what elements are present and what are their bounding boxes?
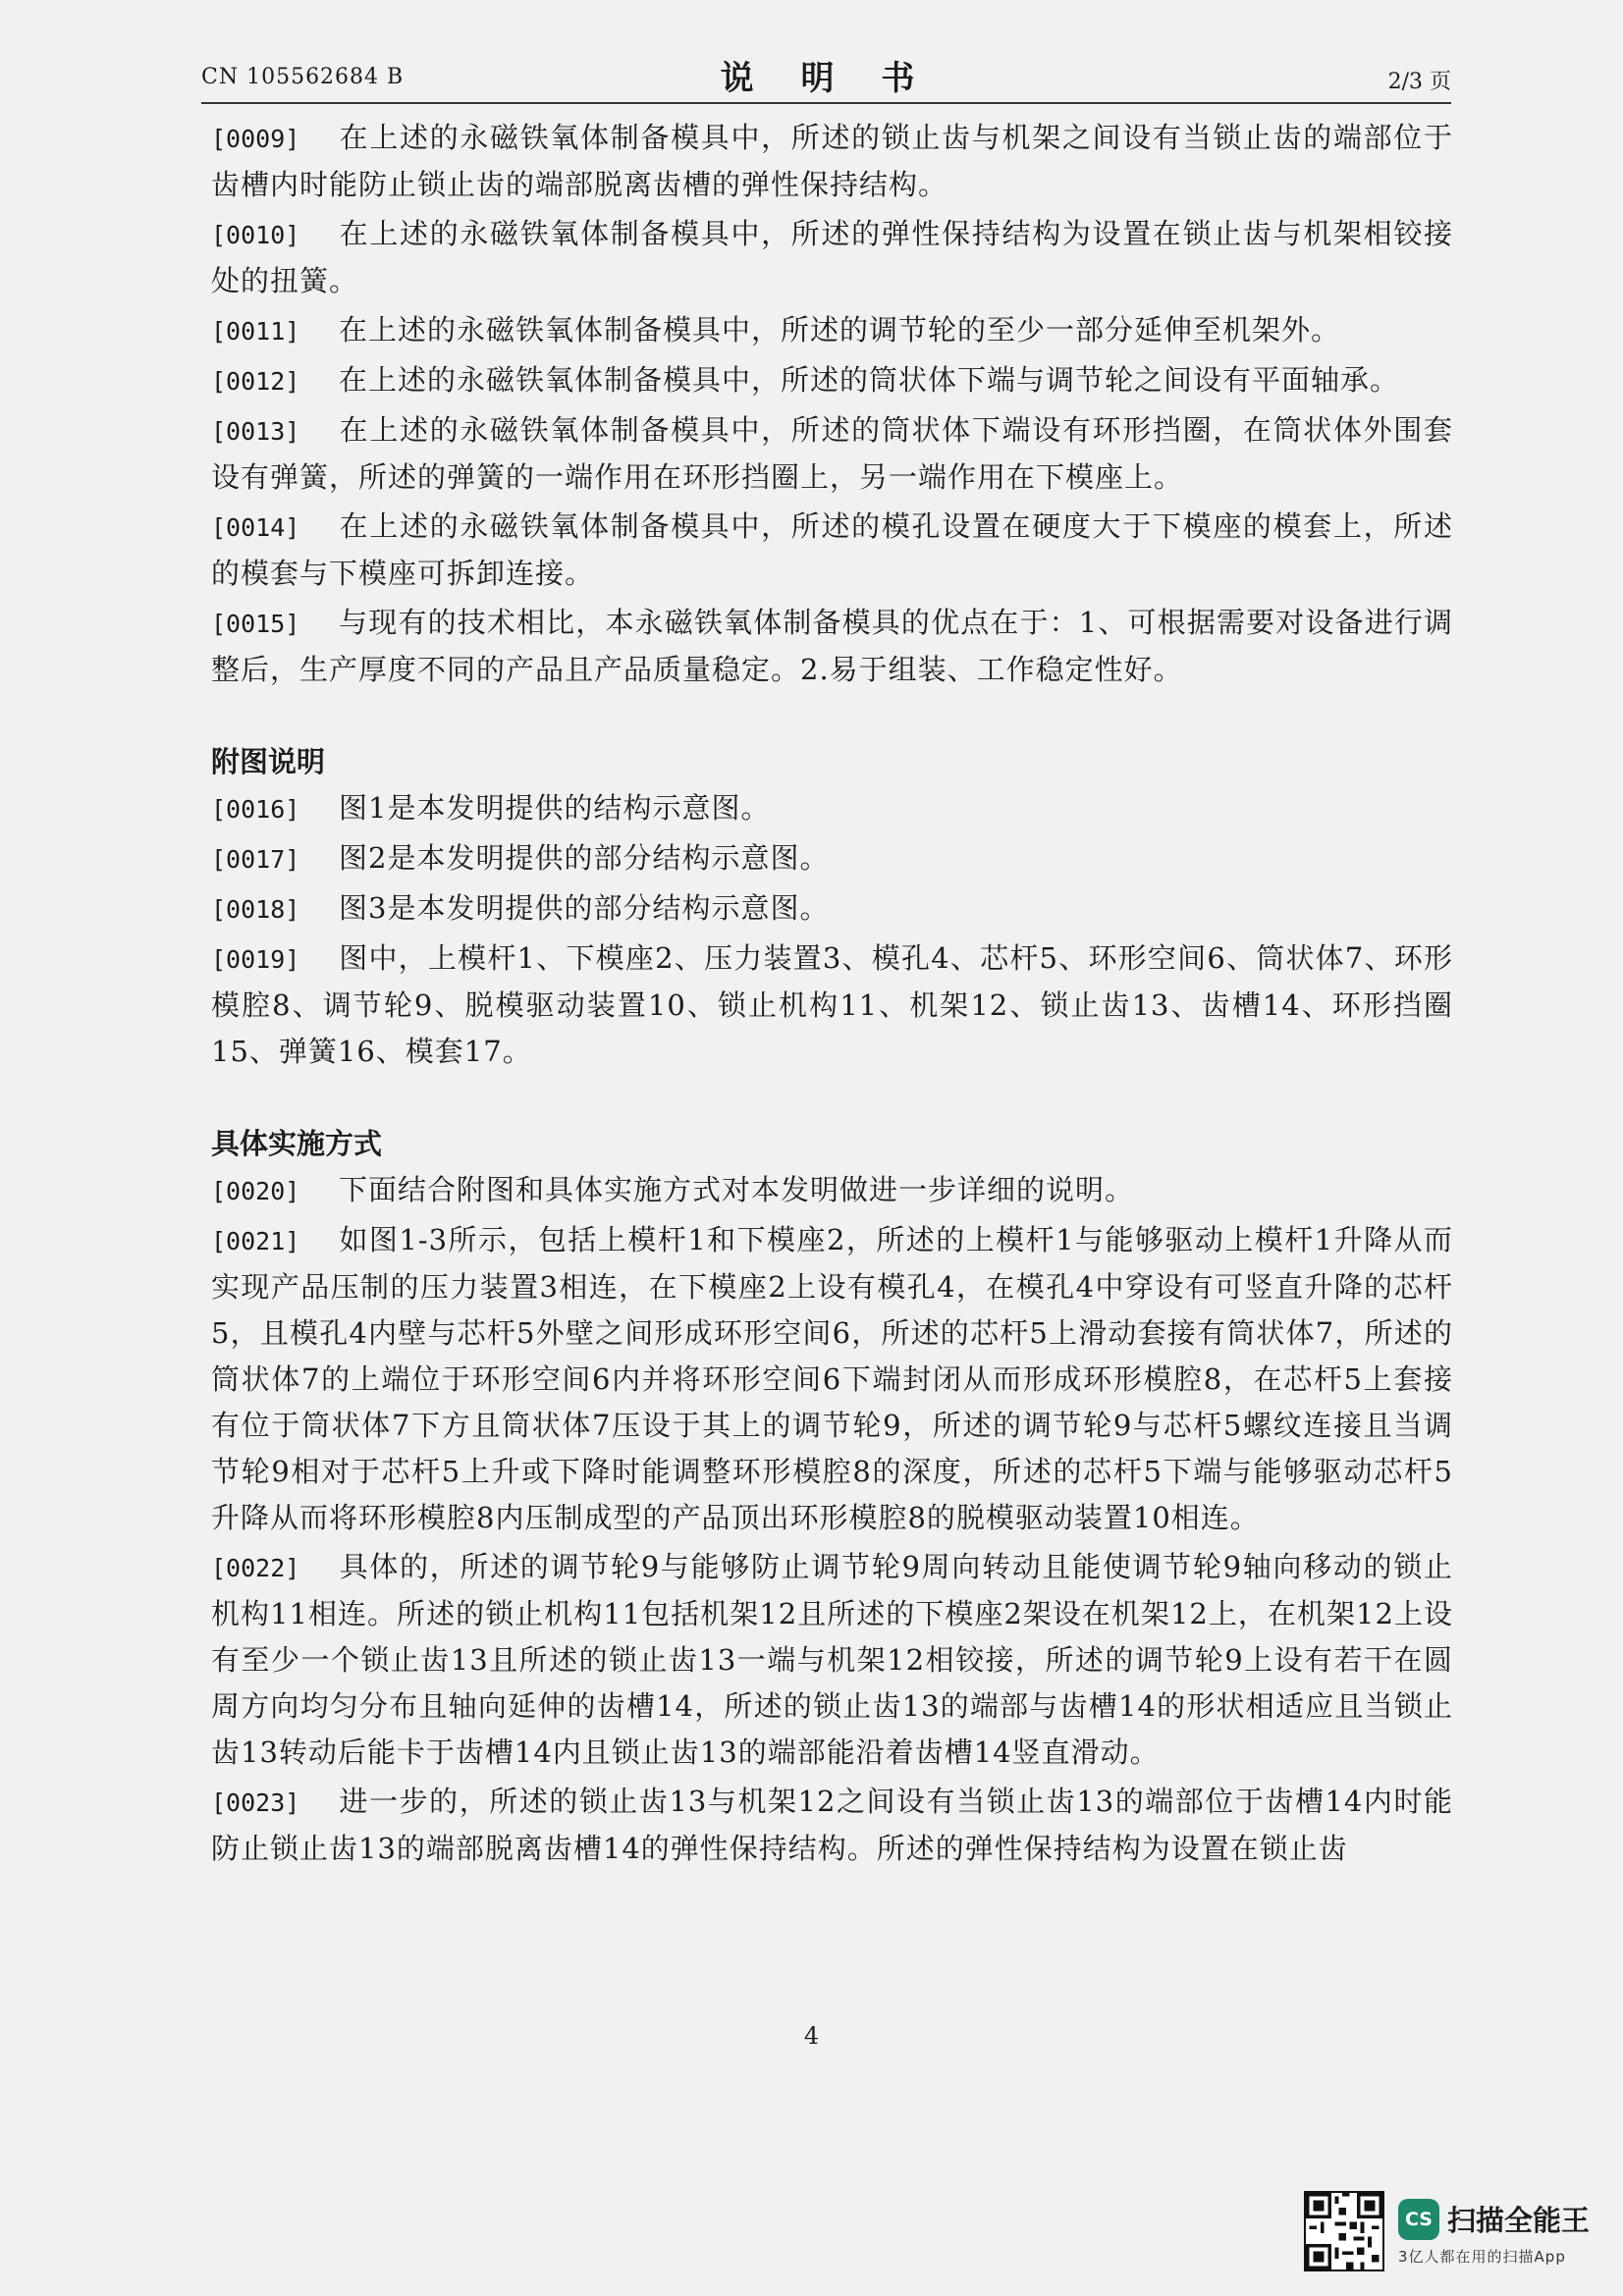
watermark-tagline: 3亿人都在用的扫描App	[1398, 2248, 1566, 2266]
paragraph	[211, 407, 1453, 501]
paragraph-text: 与现有的技术相比，本永磁铁氧体制备模具的优点在于：1、可根据需要对设备进行调整后，生产厚度不同的产品且产品质量稳定。2.易于组装、工作稳定性好。	[211, 606, 1453, 686]
section-spacer	[211, 1078, 1453, 1121]
paragraph	[211, 1167, 1453, 1214]
watermark-brand: 扫描全能王	[1447, 2204, 1591, 2237]
paragraph-number: [0019]	[211, 945, 300, 974]
paragraph	[211, 115, 1453, 208]
paragraph	[211, 357, 1453, 404]
section-heading-figures: 附图说明	[211, 745, 326, 778]
paragraph-number: [0010]	[211, 221, 300, 249]
paragraph-number: [0012]	[211, 367, 300, 396]
scanner-watermark	[1304, 2181, 1598, 2279]
paragraph	[211, 1544, 1453, 1776]
paragraph-number: [0015]	[211, 610, 300, 638]
camscanner-logo-icon: CS	[1398, 2199, 1439, 2240]
paragraph	[211, 211, 1453, 304]
paragraph-text: 图1是本发明提供的结构示意图。	[339, 791, 771, 825]
paragraph-number: [0009]	[211, 125, 300, 153]
patent-number: CN 105562684 B	[201, 65, 405, 89]
header-rule	[201, 102, 1451, 104]
paragraph-text: 如图1-3所示，包括上模杆1和下模座2，所述的上模杆1与能够驱动上模杆1升降从而实现产品压制的压力装置3相连，在下模座2上设有模孔4，在模孔4中穿设有可竖直升降的芯杆5，且模孔4内壁与芯杆5外壁之间形成环形空间6，所述的芯杆5上滑动套接有筒状体7，所述的筒状体7的上端位于环形空间6内并将环形空间6下端封闭从而形成环形模腔8，在芯杆5上套接有位于筒状体7下方且筒状体7压设于其上的调节轮9，所述的调节轮9与芯杆5螺纹连接且当调节轮9相对于芯杆5上升或下降时能调整环形模腔8的深度，所述的芯杆5下端与能够驱动芯杆5升降从而将环形模腔8内压制成型的产品顶出环形模腔8的脱模驱动装置10相连。	[211, 1223, 1453, 1534]
paragraph-text: 具体的，所述的调节轮9与能够防止调节轮9周向转动且能使调节轮9轴向移动的锁止机构11相连。所述的锁止机构11包括机架12且所述的下模座2架设在机架12上，在机架12上设有至少一个锁止齿13且所述的锁止齿13一端与机架12相铰接，所述的调节轮9上设有若干在圆周方向均匀分布且轴向延伸的齿槽14，所述的锁止齿13的端部与齿槽14的形状相适应且当锁止齿13转动后能卡于齿槽14内且锁止齿13的端部能沿着齿槽14竖直滑动。	[211, 1550, 1453, 1769]
paragraph-text: 在上述的永磁铁氧体制备模具中，所述的筒状体下端与调节轮之间设有平面轴承。	[339, 363, 1400, 397]
paragraph-number: [0022]	[211, 1554, 300, 1582]
paragraph-number: [0017]	[211, 845, 300, 874]
page-header	[201, 51, 1451, 102]
paragraph	[211, 935, 1453, 1075]
paragraph	[211, 504, 1453, 597]
page-body	[211, 115, 1453, 1875]
section-spacer	[211, 696, 1453, 739]
paragraph	[211, 835, 1453, 882]
paragraph-number: [0014]	[211, 513, 300, 542]
paragraph-number: [0013]	[211, 417, 300, 446]
paragraph-text: 在上述的永磁铁氧体制备模具中，所述的锁止齿与机架之间设有当锁止齿的端部位于齿槽内时能防止锁止齿的端部脱离齿槽的弹性保持结构。	[211, 121, 1453, 201]
paragraph-number: [0016]	[211, 795, 300, 824]
paragraph	[211, 885, 1453, 933]
paragraph-text: 进一步的，所述的锁止齿13与机架12之间设有当锁止齿13的端部位于齿槽14内时能防止锁止齿13的端部脱离齿槽14的弹性保持结构。所述的弹性保持结构为设置在锁止齿	[211, 1785, 1453, 1865]
paragraph-text: 图2是本发明提供的部分结构示意图。	[339, 841, 830, 875]
paragraph	[211, 1779, 1453, 1872]
paragraph-number: [0021]	[211, 1227, 300, 1255]
qr-code-icon	[1304, 2191, 1384, 2271]
paragraph	[211, 307, 1453, 354]
paragraph	[211, 785, 1453, 832]
section-heading-embodiment: 具体实施方式	[211, 1127, 383, 1160]
paragraph	[211, 600, 1453, 693]
paragraph-text: 在上述的永磁铁氧体制备模具中，所述的筒状体下端设有环形挡圈，在筒状体外围套设有弹簧，所述的弹簧的一端作用在环形挡圈上，另一端作用在下模座上。	[211, 413, 1453, 494]
paragraph-text: 在上述的永磁铁氧体制备模具中，所述的调节轮的至少一部分延伸至机架外。	[339, 313, 1341, 347]
paragraph-number: [0018]	[211, 895, 300, 924]
paragraph-number: [0023]	[211, 1789, 300, 1817]
page-number: 4	[803, 2022, 820, 2050]
page-indicator: 2/3 页	[1387, 70, 1451, 94]
paragraph-number: [0020]	[211, 1177, 300, 1205]
paragraph-text: 在上述的永磁铁氧体制备模具中，所述的模孔设置在硬度大于下模座的模套上，所述的模套与下模座可拆卸连接。	[211, 509, 1453, 590]
paragraph-text: 下面结合附图和具体实施方式对本发明做进一步详细的说明。	[339, 1173, 1135, 1206]
paragraph	[211, 1217, 1453, 1541]
paragraph-text: 在上述的永磁铁氧体制备模具中，所述的弹性保持结构为设置在锁止齿与机架相铰接处的扭簧。	[211, 217, 1453, 297]
paragraph-text: 图中，上模杆1、下模座2、压力装置3、模孔4、芯杆5、环形空间6、筒状体7、环形模腔8、调节轮9、脱模驱动装置10、锁止机构11、机架12、锁止齿13、齿槽14、环形挡圈15、弹簧16、模套17。	[211, 941, 1453, 1068]
paragraph-text: 图3是本发明提供的部分结构示意图。	[339, 891, 830, 925]
paragraph-number: [0011]	[211, 317, 300, 346]
document-title: 说 明 书	[720, 59, 933, 98]
